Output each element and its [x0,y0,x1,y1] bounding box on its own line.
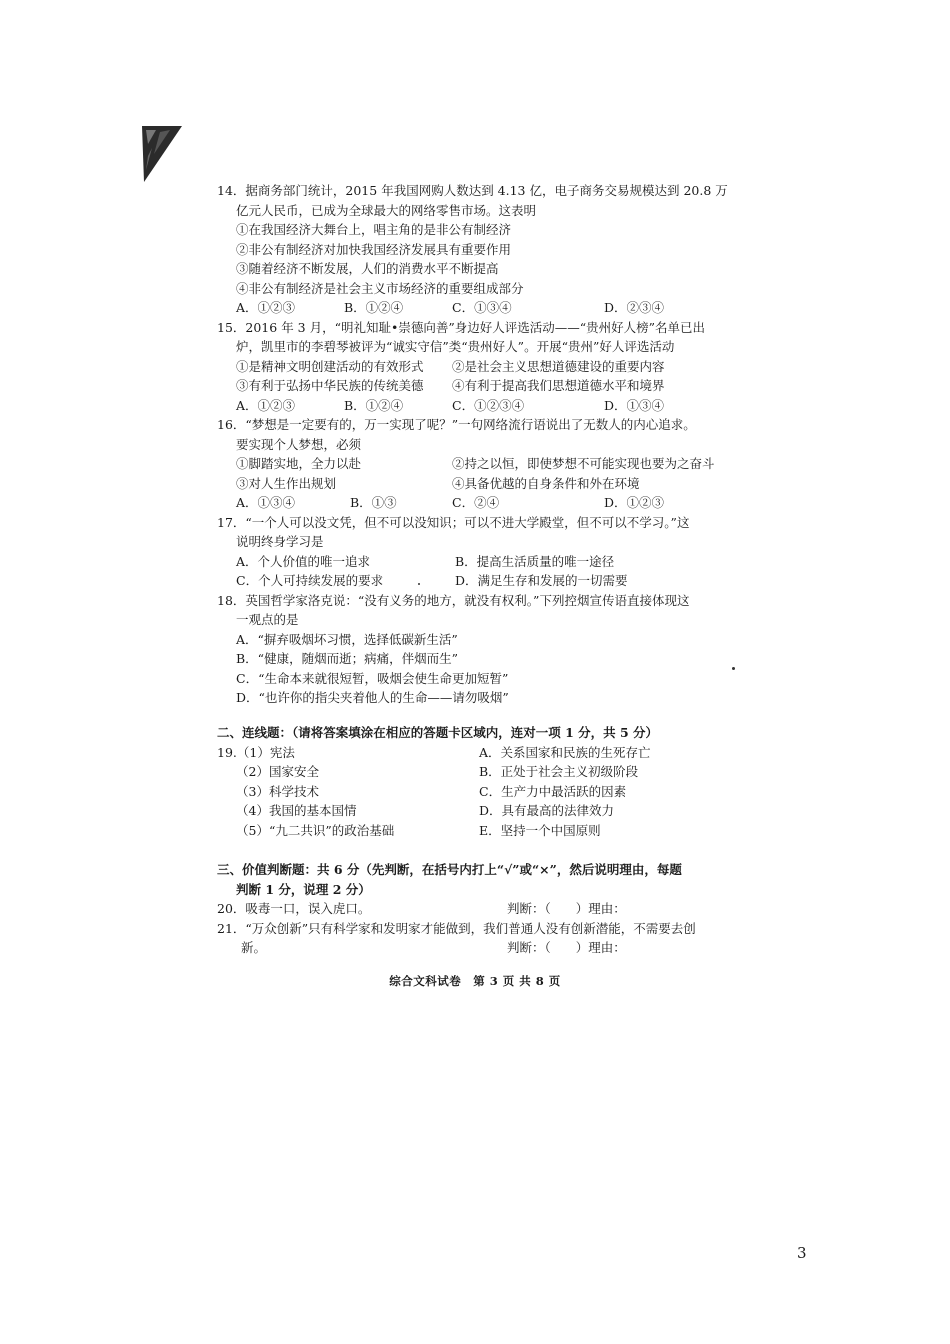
q14-choice-a: A．①②③ [236,300,296,315]
q19-right-1: A．关系国家和民族的生死存亡 [479,744,651,760]
q21-statement-cont: 新。 [241,940,267,955]
q17-choice-d: D．满足生存和发展的一切需要 [455,573,628,588]
q15-option-4: ④有利于提高我们思想道德水平和境界 [452,378,665,393]
q16-choice-a: A．①③④ [236,495,296,510]
q14-option-1: ①在我国经济大舞台上，唱主角的是非公有制经济 [236,222,512,237]
q15-options-row1 [236,357,716,377]
q18-choice-d: D．“也许你的指尖夹着他人的生命——请勿吸烟” [236,690,509,705]
q19-left-1: 19.（1）宪法 [217,744,295,760]
q14-option-3: ③随着经济不断发展，人们的消费水平不断提高 [236,261,499,276]
q17-stem: 17．“一个人可以没文凭，但不可以没知识；可以不进大学殿堂，但不可以不学习。”这 [217,514,690,530]
q19-left-3: （3）科学技术 [236,783,319,799]
scan-speck [418,583,420,585]
scan-corner-mark [142,126,182,182]
page-number: 3 [797,1244,807,1262]
q15-stem-cont: 炉，凯里市的李碧琴被评为“诚实守信”类“贵州好人”。开展“贵州”好人评选活动 [236,339,675,354]
q15-choice-b: B．①②④ [344,397,404,413]
q18-stem-cont: 一观点的是 [236,612,299,627]
q14-stem: 14．据商务部门统计，2015 年我国网购人数达到 4.13 亿，电子商务交易规模达到 20.8 万 [217,183,728,198]
q14-stem-cont: 亿元人民币，已成为全球最大的网络零售市场。这表明 [236,202,537,218]
q16-option-2: ②持之以恒，即使梦想不可能实现也要为之奋斗 [452,456,715,471]
q21-judgment: 判断：（ ）理由： [507,940,626,955]
q17-choices-row1 [236,552,716,572]
q15-option-3: ③有利于弘扬中华民族的传统美德 [236,378,424,393]
q14-choices [236,298,716,318]
q16-choice-d: D．①②③ [604,495,665,510]
q19-left-4: （4）我国的基本国情 [236,803,357,818]
q19-right-5: E．坚持一个中国原则 [479,822,601,838]
q20-statement: 20．吸毒一口，误入虎口。 [217,901,371,916]
q15-options-row2 [236,376,716,396]
section3-heading-cont: 判断 1 分，说理 2 分） [236,881,371,897]
q18-choice-a: A．“摒弃吸烟坏习惯，选择低碳新生活” [236,631,458,647]
q17-choice-c: C．个人可持续发展的要求 [236,573,384,588]
q15-choice-d: D．①③④ [604,397,665,413]
q19-left-5: （5）“九二共识”的政治基础 [236,822,395,838]
q17-stem-cont: 说明终身学习是 [236,534,324,549]
q20-judgment: 判断：（ ）理由： [507,901,626,916]
q14-option-4: ④非公有制经济是社会主义市场经济的重要组成部分 [236,280,524,296]
q14-choice-c: C．①③④ [452,300,512,315]
q15-choice-c: C．①②③④ [452,397,525,413]
scan-speck [732,667,735,670]
q16-options-row2 [236,474,736,494]
q14-option-2: ②非公有制经济对加快我国经济发展具有重要作用 [236,241,512,257]
q18-choice-c: C．“生命本来就很短暂，吸烟会使生命更加短暂” [236,670,509,686]
q16-stem-cont: 要实现个人梦想，必须 [236,436,362,452]
q18-choice-b: B．“健康，随烟而逝；病痛，伴烟而生” [236,651,458,666]
section2-heading: 二、连线题：（请将答案填涂在相应的答题卡区域内，连对一项 1 分，共 5 分） [217,725,659,740]
q15-choices [236,396,716,416]
q21-statement: 21．“万众创新”只有科学家和发明家才能做到，我们普通人没有创新潜能，不需要去创 [217,920,696,936]
section3-heading: 三、价值判断题：共 6 分（先判断，在括号内打上“√”或“×”，然后说明理由，每题 [217,862,682,877]
q19-right-2: B．正处于社会主义初级阶段 [479,764,639,779]
q15-option-1: ①是精神文明创建活动的有效形式 [236,358,424,374]
q15-option-2: ②是社会主义思想道德建设的重要内容 [452,358,665,374]
q17-choice-a: A．个人价值的唯一追求 [236,553,371,569]
q16-option-3: ③对人生作出规划 [236,475,337,491]
q19-left-2: （2）国家安全 [236,764,319,779]
q17-choice-b: B．提高生活质量的唯一途径 [455,553,615,569]
q16-choice-b: B．①③ [350,495,397,510]
q16-options-row1 [236,454,736,474]
q16-stem: 16．“梦想是一定要有的，万一实现了呢？”一句网络流行语说出了无数人的内心追求。 [217,417,696,432]
q19-right-4: D．具有最高的法律效力 [479,803,615,818]
q16-choices [236,493,716,513]
q16-option-4: ④具备优越的自身条件和外在环境 [452,475,640,491]
q16-option-1: ①脚踏实地，全力以赴 [236,456,362,471]
q15-choice-a: A．①②③ [236,397,296,413]
q19-right-3: C．生产力中最活跃的因素 [479,783,627,799]
q14-choice-d: D．②③④ [604,300,665,315]
q17-choices-row2 [236,571,716,591]
q16-choice-c: C．②④ [452,495,500,510]
q14-choice-b: B．①②④ [344,300,404,315]
q15-stem: 15．2016 年 3 月，“明礼知耻•崇德向善”身边好人评选活动——“贵州好人榜”名单已出 [217,319,706,335]
q18-stem: 18．英国哲学家洛克说：“没有义务的地方，就没有权利。”下列控烟宣传语直接体现这 [217,592,690,608]
page-footer: 综合文科试卷 第 3 页 共 8 页 [389,974,561,988]
